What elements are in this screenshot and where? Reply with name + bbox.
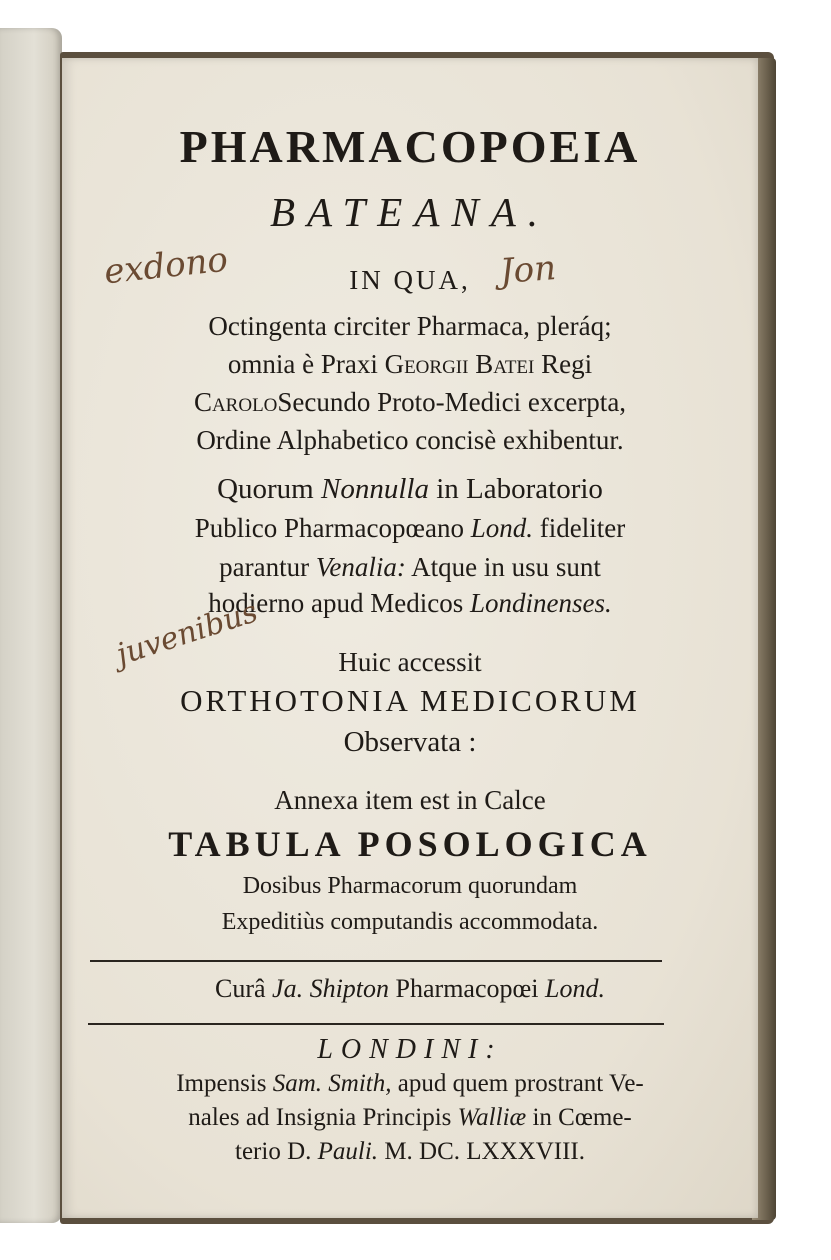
body-line-2: omnia è Praxi Georgii Batei Regi [227,349,593,379]
divider-rule-top [90,960,662,962]
handwritten-note-jon: Jon [498,248,558,292]
cura-line: Curâ Ja. Shipton Pharmacopœi Lond. [215,974,605,1003]
quorum-line-4: hodierno apud Medicos Londinenses. [208,588,612,618]
quorum-line-2: Publico Pharmacopœano Lond. fideliter [194,513,626,543]
imprint-line-1: Impensis Sam. Smith, apud quem prostrant Ve- [176,1070,644,1097]
annexa-line: Annexa item est in Calce [274,785,546,815]
handwritten-note-juvenibus: juvenibus [112,594,263,673]
dosibus-line: Dosibus Pharmacorum quorundam [242,873,578,899]
body-line-4: Ordine Alphabetico concisè exhibentur. [196,425,624,455]
title-line-2: BATEANA. [269,189,551,235]
handwritten-note-exdono: exdono [102,239,230,293]
title-page [62,58,758,1218]
londini-line: LONDINI: [317,1034,503,1065]
quorum-line-1: Quorum Nonnulla in Laboratorio [217,473,603,505]
body-line-3: CaroloSecundo Proto-Medici excerpta, [193,387,627,417]
quorum-line-3: parantur Venalia: Atque in usu sunt [219,552,601,582]
imprint-line-3: terio D. Pauli. M. DC. LXXXVIII. [235,1138,585,1165]
in-qua-line: IN QUA, [349,265,471,295]
expeditius-line: Expeditiùs computandis accommodata. [221,909,599,935]
title-line-1: PHARMACOPOEIA [179,121,641,172]
body-line-1: Octingenta circiter Pharmaca, pleráq; [208,311,612,341]
orthotonia-heading: ORTHOTONIA MEDICORUM [180,683,640,718]
left-page-edge [0,28,62,1223]
observata-line: Observata : [343,726,477,758]
tabula-posologica-heading: TABULA POSOLOGICA [168,824,652,864]
huic-accessit-line: Huic accessit [338,647,482,677]
imprint-line-2: nales ad Insignia Principis Walliæ in Cœme- [188,1104,632,1131]
divider-rule-bottom [88,1023,664,1025]
